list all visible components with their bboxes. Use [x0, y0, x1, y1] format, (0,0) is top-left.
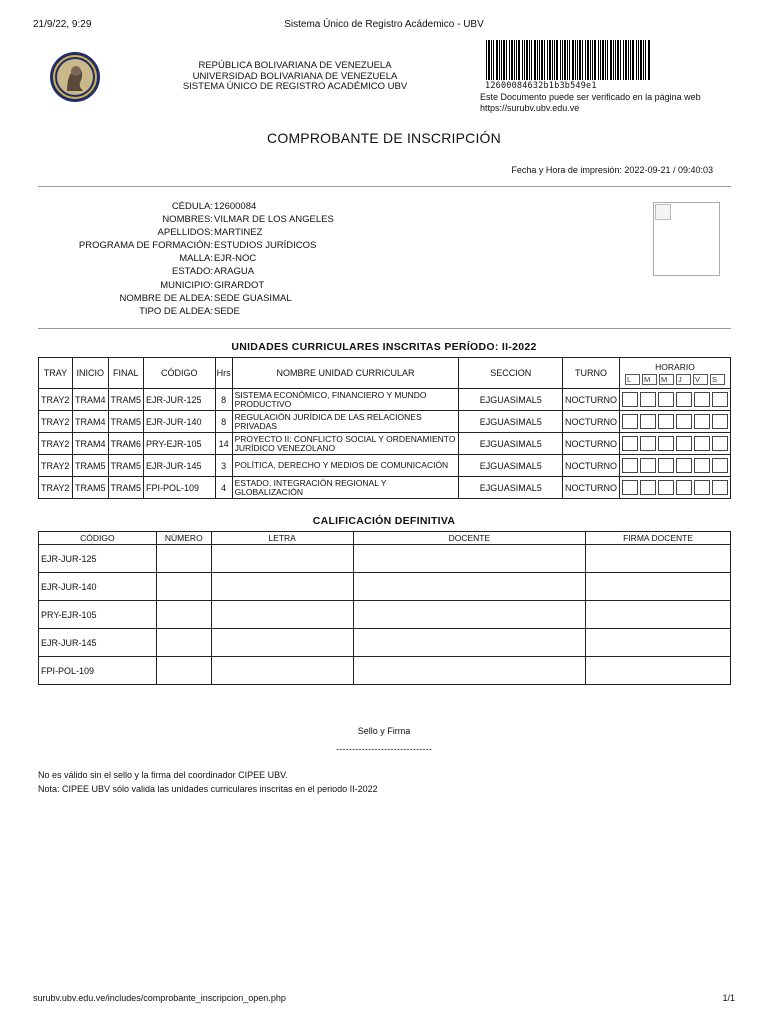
cell-nombre: PROYECTO II: CONFLICTO SOCIAL Y ORDENAMIENTO JURÍDICO VENEZOLANO [232, 433, 459, 455]
schedule-slot [712, 436, 728, 451]
barcode-bar [607, 40, 608, 80]
units-header-row [39, 358, 731, 389]
barcode-bar [549, 40, 551, 80]
cell-letra [211, 545, 353, 573]
cell-firma [586, 629, 731, 657]
barcode-bar [590, 40, 591, 80]
barcode-bar [511, 40, 513, 80]
schedule-slots [622, 436, 728, 451]
cell-nombre: ESTADO, INTEGRACIÓN REGIONAL Y GLOBALIZACIÓN [232, 477, 459, 499]
info-label: CÉDULA: [171, 201, 213, 212]
grades-section-title: CALIFICACIÓN DEFINITIVA [312, 515, 456, 527]
verification-url: https://surubv.ubv.edu.ve [480, 102, 580, 113]
cell-docente [353, 573, 586, 601]
print-datetime: 21/9/22, 9:29 [33, 19, 92, 30]
info-value: VILMAR DE LOS ANGELES [214, 214, 334, 226]
barcode-bar [552, 40, 553, 80]
barcode-bar [602, 40, 604, 80]
info-label: NOMBRES: [162, 214, 213, 226]
cell-letra [211, 573, 353, 601]
signature-line: ------------------------------ [336, 744, 432, 754]
barcode-bar [534, 40, 536, 80]
cell-docente [353, 545, 586, 573]
info-row-cedula [38, 200, 598, 213]
cell-horario [619, 433, 730, 455]
schedule-slot [658, 414, 674, 429]
barcode-bar [509, 40, 510, 80]
cell-final: TRAM5 [108, 389, 144, 411]
cell-letra [211, 601, 353, 629]
divider [38, 186, 731, 187]
validity-note: No es válido sin el sello y la firma del coordinador CIPEE UBV. [38, 770, 288, 780]
barcode-bar [562, 40, 563, 80]
institution-line: REPÚBLICA BOLIVARIANA DE VENEZUELA [198, 60, 392, 71]
barcode-bar [486, 40, 487, 80]
cell-hrs: 3 [215, 455, 232, 477]
info-value: ESTUDIOS JURÍDICOS [214, 240, 317, 252]
units-row [39, 477, 731, 499]
info-row-tipo-aldea [38, 305, 598, 318]
weekday-label: M [659, 374, 674, 385]
schedule-slot [622, 414, 638, 429]
barcode-bar [587, 40, 589, 80]
barcode-bar [491, 40, 492, 80]
schedule-slot [622, 436, 638, 451]
units-table [38, 357, 731, 499]
institution-line: UNIVERSIDAD BOLIVARIANA DE VENEZUELA [192, 70, 398, 82]
barcode-bar [569, 40, 570, 80]
barcode-bar [625, 40, 627, 80]
cell-seccion: EJGUASIMAL5 [459, 433, 563, 455]
schedule-slot [676, 436, 692, 451]
schedule-slot [712, 458, 728, 473]
cell-turno: NOCTURNO [562, 411, 619, 433]
institution-header [170, 61, 420, 93]
info-value: MARTINEZ [214, 227, 263, 239]
weekday-label: V [693, 374, 708, 385]
cell-inicio: TRAM5 [72, 477, 108, 499]
cell-hrs: 4 [215, 477, 232, 499]
cell-final: TRAM5 [108, 411, 144, 433]
barcode-bar [556, 40, 558, 80]
barcode-bar [503, 40, 505, 80]
barcode-bar [648, 40, 650, 80]
barcode-bar [488, 40, 490, 80]
grades-row [39, 657, 731, 685]
col-header-inicio: INICIO [72, 358, 108, 389]
grades-row [39, 629, 731, 657]
weekday-label: S [710, 374, 725, 385]
info-label: ESTADO: [172, 266, 213, 278]
cell-turno: NOCTURNO [562, 433, 619, 455]
schedule-slot [640, 392, 656, 407]
col-header-hrs: Hrs [215, 358, 232, 389]
barcode-bar [617, 40, 619, 80]
col-header-codigo: CÓDIGO [144, 358, 216, 389]
barcode-bar [636, 40, 637, 80]
info-label: PROGRAMA DE FORMACIÓN: [78, 240, 213, 252]
barcode-bar [582, 40, 583, 80]
info-row-aldea [38, 292, 598, 305]
barcode-bar [577, 40, 578, 80]
barcode-bar [493, 40, 494, 80]
signature-label: Sello y Firma [357, 726, 411, 736]
schedule-slots [622, 480, 728, 495]
verification-text: Este Documento puede ser verificado en la página web [480, 92, 701, 102]
cell-numero [156, 601, 211, 629]
cell-hrs: 14 [215, 433, 232, 455]
cell-turno: NOCTURNO [562, 389, 619, 411]
cell-final: TRAM6 [108, 433, 144, 455]
col-header-turno: TURNO [562, 358, 619, 389]
units-section-title: UNIDADES CURRICULARES INSCRITAS PERÍODO: II-2022 [231, 341, 537, 353]
barcode-bar [560, 40, 561, 80]
barcode-bar [620, 40, 621, 80]
divider [38, 328, 731, 329]
cell-inicio: TRAM4 [72, 389, 108, 411]
barcode-bar [623, 40, 624, 80]
grades-row [39, 545, 731, 573]
schedule-slot [658, 436, 674, 451]
schedule-slot [640, 458, 656, 473]
col-header-tray: TRAY [39, 358, 73, 389]
barcode-bar [518, 40, 520, 80]
schedule-slot [694, 436, 710, 451]
barcode-bar [643, 40, 644, 80]
schedule-slot [622, 480, 638, 495]
cell-codigo: EJR-JUR-140 [144, 411, 216, 433]
schedule-slot [658, 458, 674, 473]
cell-docente [353, 601, 586, 629]
barcode-bar [529, 40, 530, 80]
cell-tray: TRAY2 [39, 455, 73, 477]
cell-letra [211, 657, 353, 685]
barcode-bar [645, 40, 646, 80]
barcode-bar [632, 40, 634, 80]
barcode-bar [544, 40, 545, 80]
cell-inicio: TRAM4 [72, 433, 108, 455]
grades-header-row [39, 532, 731, 545]
cell-hrs: 8 [215, 411, 232, 433]
weekday-label: J [676, 374, 691, 385]
barcode-bar [598, 40, 599, 80]
schedule-slot [622, 392, 638, 407]
schedule-slots [622, 458, 728, 473]
cell-tray: TRAY2 [39, 411, 73, 433]
units-row [39, 433, 731, 455]
cell-numero [156, 629, 211, 657]
info-row-municipio [38, 279, 598, 292]
weekday-label: M [642, 374, 657, 385]
barcode-bar [630, 40, 631, 80]
schedule-slot [640, 436, 656, 451]
period-note: Nota: CIPEE UBV sólo valida las unidades curriculares inscritas en el periodo II-2022 [38, 784, 378, 794]
barcode-bar [575, 40, 576, 80]
barcode-bar [531, 40, 532, 80]
cell-firma [586, 657, 731, 685]
barcode-bar [579, 40, 581, 80]
info-value: EJR-NOC [214, 253, 257, 265]
schedule-slot [658, 392, 674, 407]
schedule-slots [622, 414, 728, 429]
col-header-firma: FIRMA DOCENTE [586, 532, 731, 545]
barcode-bar [524, 40, 525, 80]
schedule-slot [622, 458, 638, 473]
verification-note [480, 92, 720, 113]
print-page-title: Sistema Único de Registro Acádemico - UBV [284, 19, 484, 30]
barcode-bar [539, 40, 540, 80]
print-timestamp: Fecha y Hora de impresión: 2022-09-21 / 09:40:03 [511, 165, 713, 175]
units-row [39, 455, 731, 477]
ubv-seal-logo [49, 51, 101, 103]
cell-horario [619, 389, 730, 411]
weekday-label: L [625, 374, 640, 385]
barcode [485, 40, 651, 80]
barcode-bar [564, 40, 566, 80]
cell-horario [619, 455, 730, 477]
info-value: SEDE GUASIMAL [214, 292, 292, 304]
cell-tray: TRAY2 [39, 389, 73, 411]
student-photo [653, 202, 720, 276]
cell-seccion: EJGUASIMAL5 [459, 411, 563, 433]
cell-numero [156, 545, 211, 573]
barcode-bar [514, 40, 515, 80]
col-header-horario [619, 358, 730, 389]
schedule-slot [694, 392, 710, 407]
cell-docente [353, 629, 586, 657]
info-row-nombres [38, 213, 598, 226]
grades-table [38, 531, 731, 685]
cell-nombre: POLÍTICA, DERECHO Y MEDIOS DE COMUNICACIÓN [232, 455, 459, 477]
info-value: SEDE [214, 305, 240, 317]
cell-seccion: EJGUASIMAL5 [459, 389, 563, 411]
cell-hrs: 8 [215, 389, 232, 411]
barcode-bar [554, 40, 555, 80]
barcode-number: 12600084632b1b3b549e1 [485, 81, 597, 91]
cell-firma [586, 601, 731, 629]
col-header-codigo: CÓDIGO [39, 532, 157, 545]
barcode-bar [522, 40, 523, 80]
cell-final: TRAM5 [108, 455, 144, 477]
cell-horario [619, 477, 730, 499]
weekday-headers [620, 374, 730, 385]
barcode-bar [526, 40, 528, 80]
cell-horario [619, 411, 730, 433]
schedule-slots [622, 392, 728, 407]
info-label: TIPO DE ALDEA: [139, 305, 213, 317]
col-header-final: FINAL [108, 358, 144, 389]
barcode-bar [610, 40, 612, 80]
barcode-bar [506, 40, 507, 80]
horario-label: HORARIO [655, 361, 695, 372]
info-label: APELLIDOS: [157, 227, 213, 239]
cell-tray: TRAY2 [39, 433, 73, 455]
barcode-bar [501, 40, 502, 80]
print-page-number: 1/1 [722, 993, 735, 1003]
col-header-docente: DOCENTE [353, 532, 586, 545]
cell-turno: NOCTURNO [562, 455, 619, 477]
barcode-bar [605, 40, 606, 80]
info-label: MUNICIPIO: [160, 279, 213, 291]
cell-nombre: SISTEMA ECONÓMICO, FINANCIERO Y MUNDO PRODUCTIVO [232, 389, 459, 411]
broken-image-icon [655, 204, 671, 220]
student-info [38, 200, 598, 318]
cell-seccion: EJGUASIMAL5 [459, 477, 563, 499]
cell-inicio: TRAM4 [72, 411, 108, 433]
barcode-bar [547, 40, 548, 80]
barcode-bar [537, 40, 538, 80]
schedule-slot [694, 414, 710, 429]
info-value: 12600084 [214, 201, 257, 212]
grades-row [39, 601, 731, 629]
cell-codigo: PRY-EJR-105 [144, 433, 216, 455]
barcode-bar [541, 40, 543, 80]
cell-letra [211, 629, 353, 657]
grades-row [39, 573, 731, 601]
cell-codigo: FPI-POL-109 [144, 477, 216, 499]
barcode-bar [585, 40, 586, 80]
cell-seccion: EJGUASIMAL5 [459, 455, 563, 477]
info-row-apellidos [38, 226, 598, 239]
schedule-slot [712, 392, 728, 407]
barcode-bar [600, 40, 601, 80]
cell-codigo: EJR-JUR-145 [39, 629, 157, 657]
cell-numero [156, 573, 211, 601]
cell-turno: NOCTURNO [562, 477, 619, 499]
cell-codigo: EJR-JUR-140 [39, 573, 157, 601]
print-url: surubv.ubv.edu.ve/includes/comprobante_inscripcion_open.php [33, 993, 286, 1003]
barcode-bar [592, 40, 593, 80]
barcode-bar [594, 40, 596, 80]
schedule-slot [640, 480, 656, 495]
col-header-numero: NÚMERO [156, 532, 211, 545]
cell-codigo: EJR-JUR-125 [144, 389, 216, 411]
cell-numero [156, 657, 211, 685]
cell-final: TRAM5 [108, 477, 144, 499]
barcode-bar [638, 40, 639, 80]
schedule-slot [676, 392, 692, 407]
schedule-slot [694, 458, 710, 473]
schedule-slot [676, 414, 692, 429]
institution-line: SISTEMA ÚNICO DE REGISTRO ACADÉMICO UBV [182, 81, 408, 92]
cell-codigo: EJR-JUR-125 [39, 545, 157, 573]
schedule-slot [676, 480, 692, 495]
cell-codigo: EJR-JUR-145 [144, 455, 216, 477]
schedule-slot [658, 480, 674, 495]
cell-inicio: TRAM5 [72, 455, 108, 477]
col-header-letra: LETRA [211, 532, 353, 545]
col-header-nombre: NOMBRE UNIDAD CURRICULAR [232, 358, 459, 389]
schedule-slot [712, 414, 728, 429]
schedule-slot [640, 414, 656, 429]
info-label: MALLA: [179, 253, 213, 265]
info-row-malla [38, 252, 598, 265]
units-row [39, 389, 731, 411]
schedule-slot [694, 480, 710, 495]
schedule-slot [676, 458, 692, 473]
barcode-bar [572, 40, 574, 80]
col-header-seccion: SECCION [459, 358, 563, 389]
info-value: ARAGUA [214, 266, 255, 278]
cell-codigo: FPI-POL-109 [39, 657, 157, 685]
cell-tray: TRAY2 [39, 477, 73, 499]
cell-nombre: REGULACIÓN JURÍDICA DE LAS RELACIONES PRIVADAS [232, 411, 459, 433]
info-row-programa [38, 239, 598, 252]
info-row-estado [38, 265, 598, 278]
schedule-slot [712, 480, 728, 495]
info-value: GIRARDOT [214, 279, 265, 291]
info-label: NOMBRE DE ALDEA: [119, 292, 213, 304]
units-row [39, 411, 731, 433]
barcode-bar [613, 40, 614, 80]
barcode-bar [615, 40, 616, 80]
cell-codigo: PRY-EJR-105 [39, 601, 157, 629]
cell-firma [586, 573, 731, 601]
barcode-bar [640, 40, 642, 80]
barcode-bar [496, 40, 498, 80]
barcode-bar [628, 40, 629, 80]
cell-firma [586, 545, 731, 573]
cell-docente [353, 657, 586, 685]
barcode-bar [516, 40, 517, 80]
barcode-bar [499, 40, 500, 80]
document-title: COMPROBANTE DE INSCRIPCIÓN [267, 130, 501, 146]
barcode-bar [567, 40, 568, 80]
